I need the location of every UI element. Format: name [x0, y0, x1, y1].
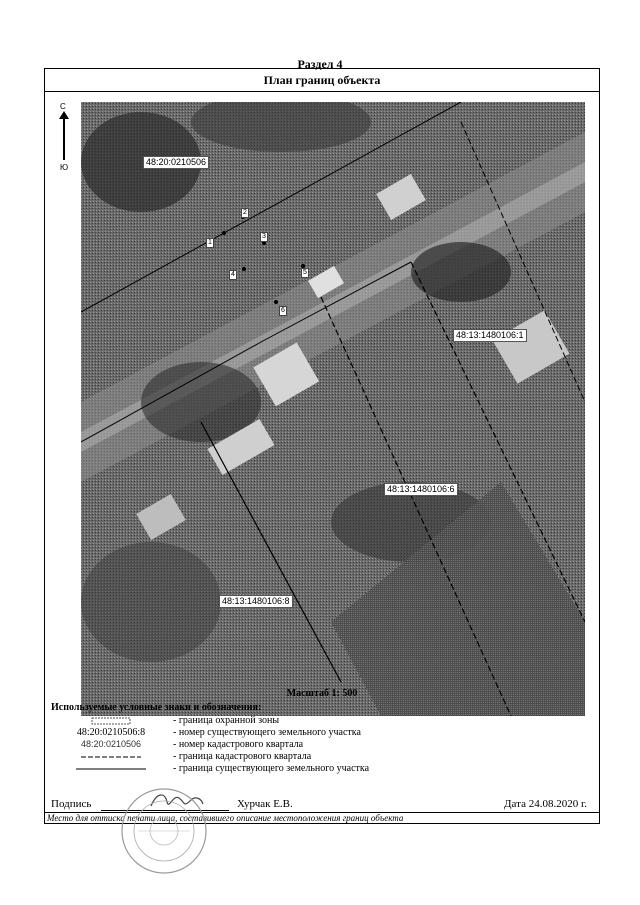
- point-label: 5: [303, 269, 307, 276]
- legend-title: Используемые условные знаки и обозначения:: [51, 702, 262, 713]
- stamp-note: Место для оттиска печати лица, составившего описание местоположения границ объекта: [45, 812, 599, 824]
- point-label: 1: [208, 239, 212, 246]
- parcel-label-1: 48:13:1480106:1: [453, 329, 527, 342]
- plan-frame: [44, 68, 600, 824]
- north-arrow: [57, 102, 71, 172]
- legend-item-parcel-border: [45, 763, 599, 775]
- legend-symbol: [61, 751, 161, 762]
- plan-title: План границ объекта: [45, 69, 599, 92]
- quarter-label: 48:20:0210506: [143, 156, 209, 169]
- signer-name: Хурчак Е.В.: [237, 798, 293, 810]
- aerial-map-drawing: [81, 102, 585, 716]
- legend-desc: - номер существующего земельного участка: [173, 727, 361, 738]
- arrow-shaft: [63, 114, 65, 160]
- protection-zone-swatch-icon: [91, 717, 131, 725]
- signature-date: Дата 24.08.2020 г.: [504, 798, 587, 810]
- signature-label: Подпись: [51, 798, 92, 810]
- legend-item-parcel-number: [45, 727, 599, 739]
- legend-item-quarter-border: [45, 751, 599, 763]
- point-label: 3: [262, 233, 266, 240]
- legend-symbol: [61, 715, 161, 726]
- legend-desc: - граница кадастрового квартала: [173, 751, 312, 762]
- legend-desc: - номер кадастрового квартала: [173, 739, 304, 750]
- parcel-label-6: 48:13:1480106:6: [384, 483, 458, 496]
- legend-item-quarter-number: [45, 739, 599, 751]
- aerial-map: [81, 102, 585, 716]
- legend-desc: - граница существующего земельного участка: [173, 763, 370, 774]
- legend-symbol: [61, 763, 161, 774]
- legend-symbol: 48:20:0210506: [80, 739, 142, 749]
- scale-label: Масштаб 1: 500: [286, 688, 358, 699]
- compass-north: С: [60, 102, 66, 111]
- point-label: 2: [243, 209, 247, 216]
- point-label: 6: [281, 307, 285, 314]
- legend-item-protection-zone: [45, 715, 599, 727]
- dashed-line-icon: [81, 753, 141, 761]
- solid-line-icon: [76, 765, 146, 773]
- section-heading: Раздел 4: [297, 57, 343, 71]
- compass-south: Ю: [60, 163, 69, 172]
- legend-symbol: 48:20:0210506:8: [76, 727, 146, 738]
- round-stamp-icon: [118, 786, 210, 876]
- parcel-label-8: 48:13:1480106:8: [219, 595, 293, 608]
- legend-desc: - граница охранной зоны: [173, 715, 280, 726]
- point-label: 4: [231, 271, 235, 278]
